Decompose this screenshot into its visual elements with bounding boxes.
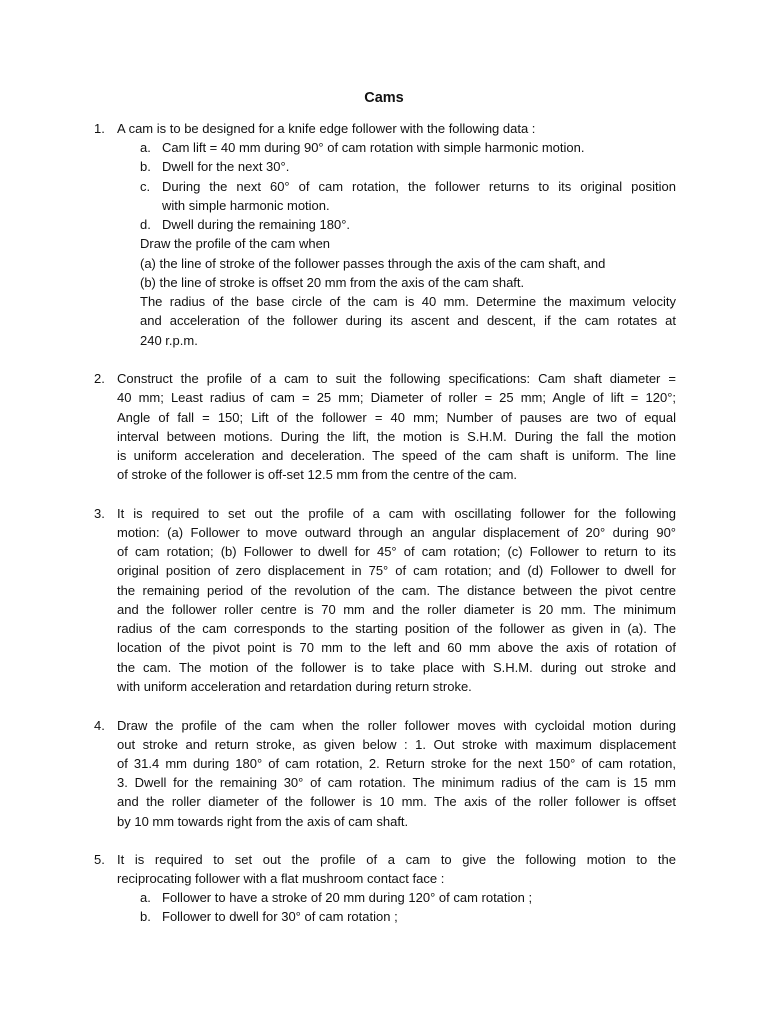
- paragraph-line: and the roller diameter of the follower is 10 mm. The axis of the roller follower is offset: [117, 794, 676, 809]
- item-label: a.: [140, 140, 151, 155]
- question-number: 1.: [94, 121, 105, 136]
- question-number: 5.: [94, 852, 105, 867]
- item-label: a.: [140, 890, 151, 905]
- paragraph-line: 40 mm; Least radius of cam = 25 mm; Diameter of roller = 25 mm; Angle of lift = 120°;: [117, 390, 676, 405]
- paragraph-line: motion: (a) Follower to move outward through an angular displacement of 20° during 90°: [117, 525, 676, 540]
- item-text: Cam lift = 40 mm during 90° of cam rotation with simple harmonic motion.: [162, 140, 585, 155]
- item-text: During the next 60° of cam rotation, the follower returns to its original position: [162, 179, 676, 194]
- paragraph-line: by 10 mm towards right from the axis of cam shaft.: [117, 814, 409, 829]
- question-intro: A cam is to be designed for a knife edge follower with the following data :: [117, 121, 536, 136]
- paragraph-line: the cam. The motion of the follower is to take place with S.H.M. during out stroke and: [117, 660, 676, 675]
- page-title: Cams: [364, 90, 404, 106]
- paragraph-line: Angle of fall = 150; Lift of the follower = 40 mm; Number of pauses are two of equal: [117, 410, 676, 425]
- paragraph-line: with uniform acceleration and retardation during return stroke.: [117, 679, 472, 694]
- item-label: d.: [140, 217, 151, 232]
- paragraph-line: Construct the profile of a cam to suit the following specifications: Cam shaft diameter =: [117, 371, 676, 386]
- item-label: b.: [140, 909, 151, 924]
- paragraph-line: is uniform acceleration and deceleration. The speed of the cam shaft is uniform. The line: [117, 448, 676, 463]
- paragraph-line: 3. Dwell for the remaining 30° of cam rotation. The minimum radius of the cam is 15 mm: [117, 775, 676, 790]
- paragraph-line: location of the pivot point is 70 mm to the left and 60 mm above the axis of rotation of: [117, 640, 676, 655]
- paragraph-line: (b) the line of stroke is offset 20 mm from the axis of the cam shaft.: [140, 275, 525, 290]
- paragraph-line: of cam rotation; (b) Follower to dwell for 45° of cam rotation; (c) Follower to return to its: [117, 544, 676, 559]
- paragraph-line: original position of zero displacement in 75° of cam rotation; and (d) Follower to dwell for: [117, 563, 676, 578]
- item-text: with simple harmonic motion.: [162, 198, 330, 213]
- paragraph-line: It is required to set out the profile of a cam to give the following motion to the: [117, 852, 676, 867]
- item-label: b.: [140, 159, 151, 174]
- paragraph-line: It is required to set out the profile of a cam with oscillating follower for the following: [117, 506, 676, 521]
- item-text: Dwell for the next 30°.: [162, 159, 290, 174]
- paragraph-line: and the follower roller centre is 70 mm and the roller diameter is 20 mm. The minimum: [117, 602, 676, 617]
- paragraph-line: Draw the profile of the cam when the roller follower moves with cycloidal motion during: [117, 718, 676, 733]
- item-text: Follower to have a stroke of 20 mm during 120° of cam rotation ;: [162, 890, 533, 905]
- paragraph-line: radius of the cam corresponds to the starting position of the follower as given in (a). The: [117, 621, 676, 636]
- paragraph-line: reciprocating follower with a flat mushroom contact face :: [117, 871, 445, 886]
- question-number: 3.: [94, 506, 105, 521]
- paragraph-line: out stroke and return stroke, as given below : 1. Out stroke with maximum displacement: [117, 737, 676, 752]
- question-number: 2.: [94, 371, 105, 386]
- paragraph-line: (a) the line of stroke of the follower passes through the axis of the cam shaft, and: [140, 256, 606, 271]
- paragraph-line: the remaining period of the revolution of the cam. The distance between the pivot centre: [117, 583, 676, 598]
- paragraph-line: of 31.4 mm during 180° of cam rotation, 2. Return stroke for the next 150° of cam rotation,: [117, 756, 676, 771]
- paragraph-line: 240 r.p.m.: [140, 333, 198, 348]
- paragraph-line: interval between motions. During the lift, the motion is S.H.M. During the fall the motion: [117, 429, 676, 444]
- question-number: 4.: [94, 718, 105, 733]
- paragraph-line: and acceleration of the follower during its ascent and descent, if the cam rotates at: [140, 313, 676, 328]
- item-text: Dwell during the remaining 180°.: [162, 217, 351, 232]
- paragraph-line: Draw the profile of the cam when: [140, 236, 331, 251]
- paragraph-line: of stroke of the follower is off-set 12.5 mm from the centre of the cam.: [117, 467, 518, 482]
- item-text: Follower to dwell for 30° of cam rotation ;: [162, 909, 398, 924]
- paragraph-line: The radius of the base circle of the cam is 40 mm. Determine the maximum velocity: [140, 294, 676, 309]
- item-label: c.: [140, 179, 151, 194]
